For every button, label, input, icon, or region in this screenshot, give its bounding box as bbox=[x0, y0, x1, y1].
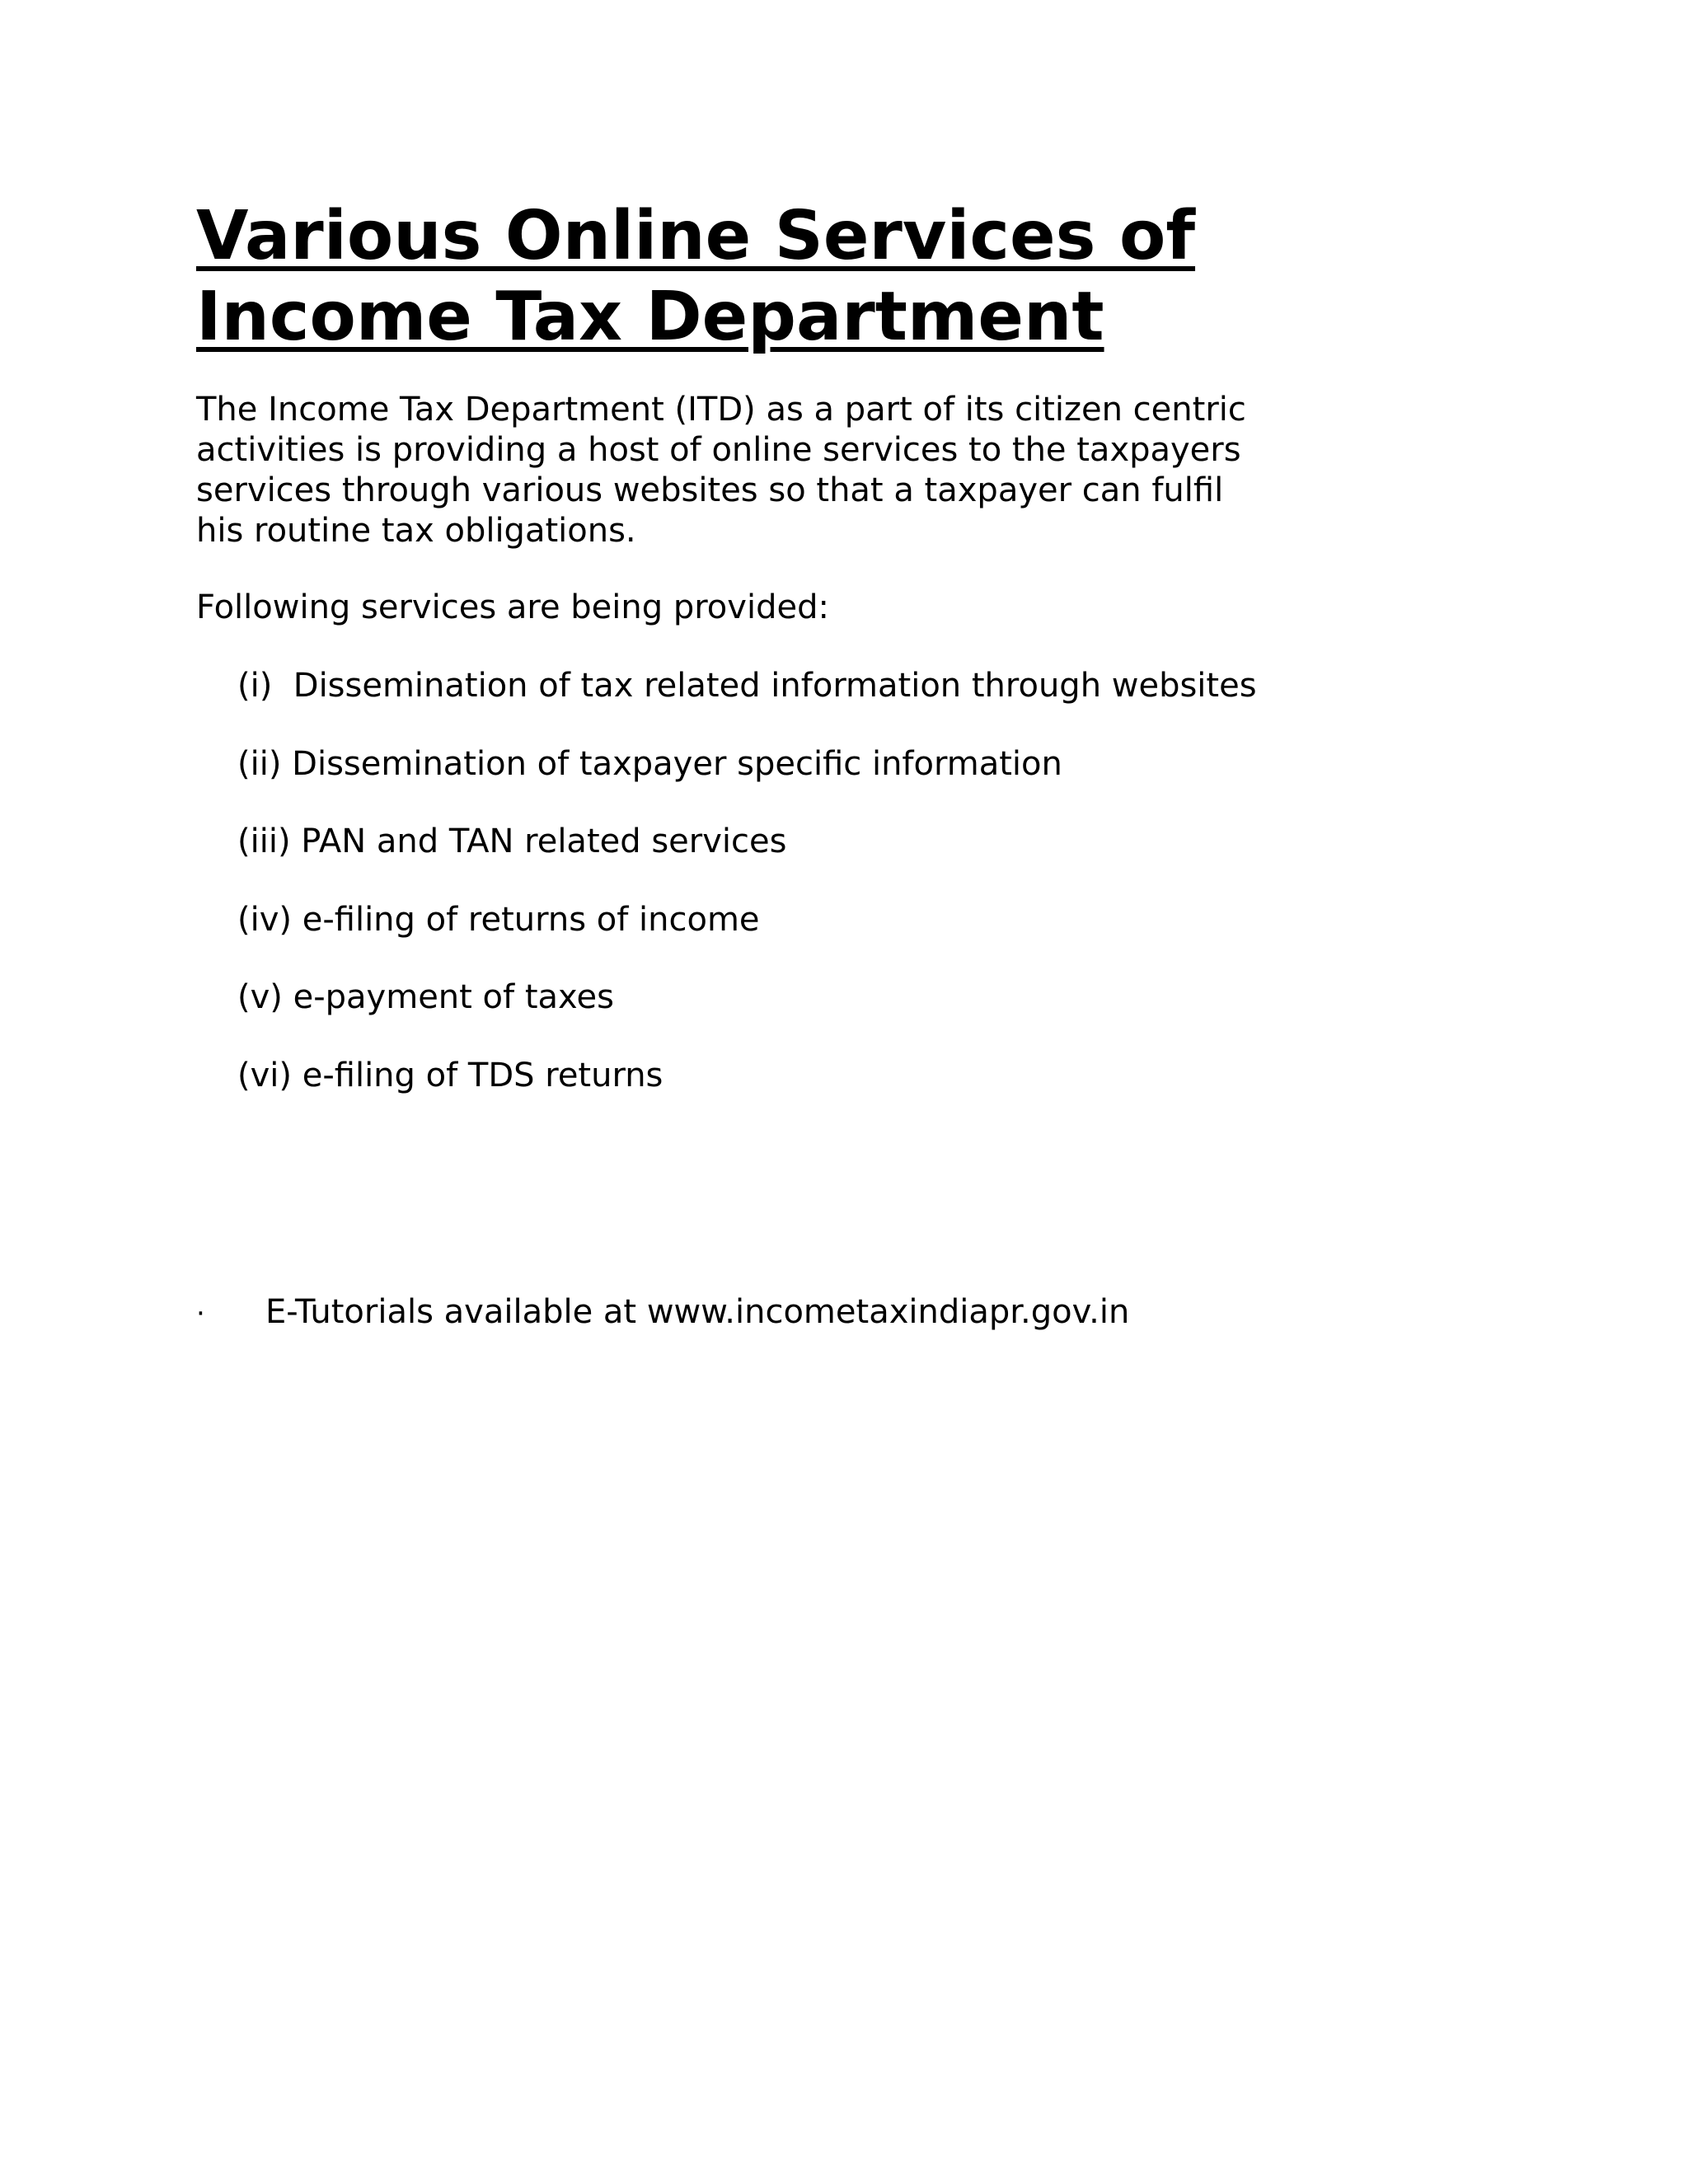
intro-line-1: The Income Tax Department (ITD) as a part of its citizen centric bbox=[196, 391, 1246, 429]
service-item-6 bbox=[237, 1056, 1257, 1134]
e-tutorials-text: E-Tutorials available at www.incometaxindiapr.gov.in bbox=[265, 1293, 1130, 1331]
service-item-3 bbox=[237, 822, 1257, 900]
document-title bbox=[196, 196, 1432, 358]
title-line-1: Various Online Services of bbox=[196, 197, 1196, 275]
intro-line-2: activities is providing a host of online services to the taxpayers bbox=[196, 431, 1241, 469]
service-text: e-payment of taxes bbox=[293, 978, 614, 1016]
intro-paragraph bbox=[196, 390, 1482, 551]
service-text: Dissemination of tax related information through websites bbox=[293, 667, 1257, 705]
service-text: e-filing of returns of income bbox=[302, 900, 760, 939]
service-number: (vi) bbox=[237, 1056, 292, 1094]
services-list bbox=[237, 666, 1257, 1133]
intro-line-3: services through various websites so that a taxpayer can fulfil bbox=[196, 471, 1224, 509]
title-line-2: Income Tax Department bbox=[196, 278, 1104, 356]
bullet-dot: · bbox=[196, 1297, 205, 1330]
service-number: (iii) bbox=[237, 823, 291, 860]
services-lead-text: Following services are being provided: bbox=[196, 588, 829, 626]
e-tutorials-note bbox=[196, 1292, 1129, 1334]
intro-line-4: his routine tax obligations. bbox=[196, 512, 636, 550]
service-text: Dissemination of taxpayer specific information bbox=[292, 744, 1062, 783]
service-text: e-filing of TDS returns bbox=[302, 1056, 663, 1094]
service-item-4 bbox=[237, 900, 1257, 978]
service-text: PAN and TAN related services bbox=[301, 823, 787, 860]
service-item-2 bbox=[237, 744, 1257, 823]
service-number: (i) bbox=[237, 667, 273, 705]
service-item-1 bbox=[237, 666, 1257, 744]
service-number: (iv) bbox=[237, 900, 292, 939]
service-number: (v) bbox=[237, 978, 283, 1016]
service-number: (ii) bbox=[237, 744, 282, 783]
service-item-5 bbox=[237, 977, 1257, 1056]
